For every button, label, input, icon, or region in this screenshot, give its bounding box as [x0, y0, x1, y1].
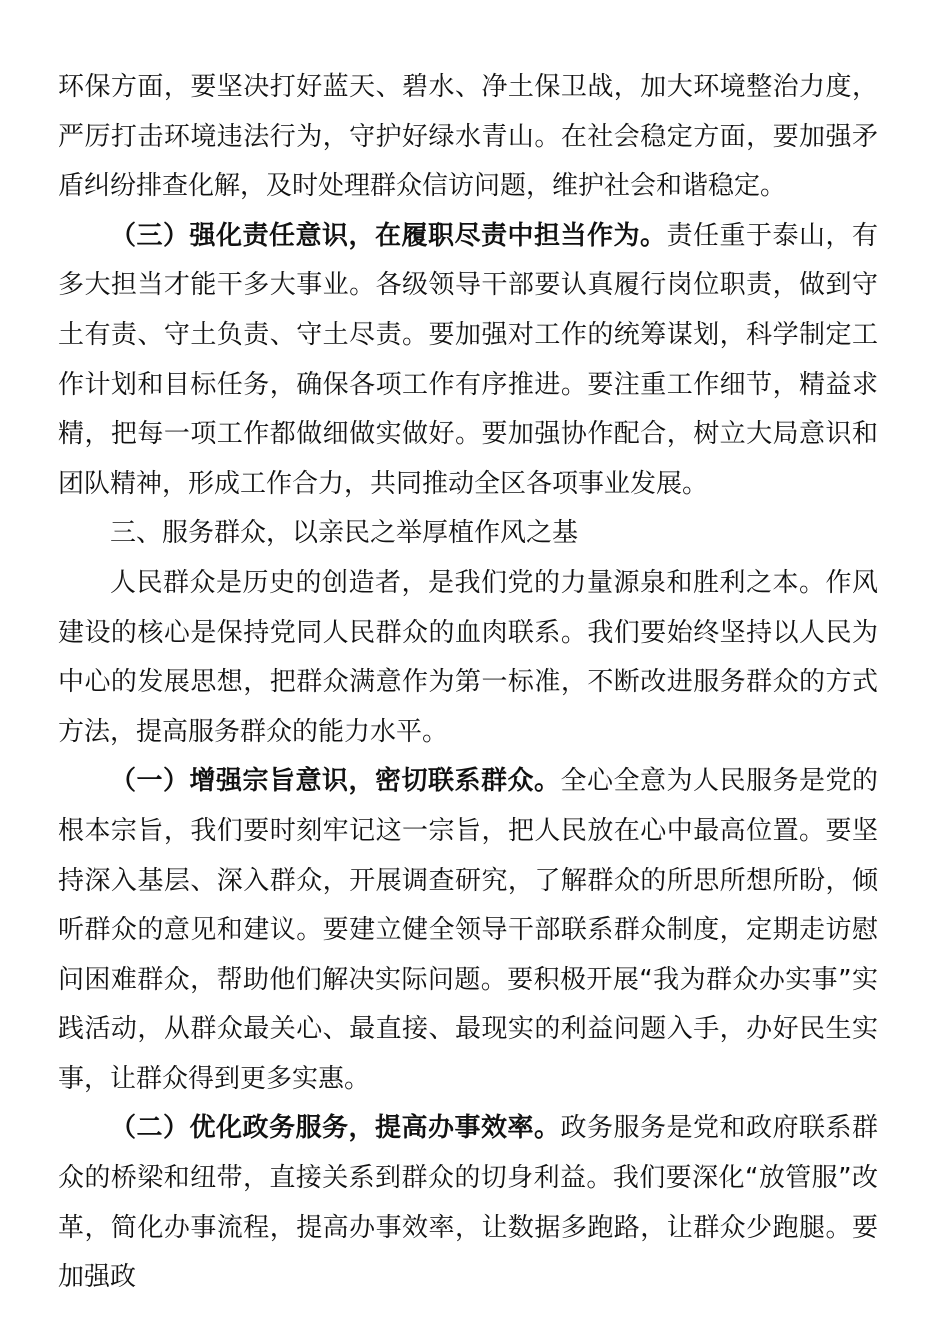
paragraph-government-services-body: 政务服务是党和政府联系群众的桥梁和纽带，直接关系到群众的切身利益。我们要深化“放管服”改革，简化办事流程，提高办事效率，让数据多跑路，让群众少跑腿。要加强政: [58, 1113, 878, 1293]
paragraph-environment-stability: 环保方面，要坚决打好蓝天、碧水、净土保卫战，加大环境整治力度，严厉打击环境违法行为，守护好绿水青山。在社会稳定方面，要加强矛盾纠纷排查化解，及时处理群众信访问题，维护社会和谐稳定。: [58, 72, 878, 202]
subheading-responsibility: （三）强化责任意识，在履职尽责中担当作为。: [110, 220, 667, 251]
section-title-serve-masses: 三、服务群众，以亲民之举厚植作风之基: [110, 518, 579, 549]
subheading-purpose-awareness: （一）增强宗旨意识，密切联系群众。: [110, 766, 561, 797]
paragraph-government-services: [58, 1104, 878, 1302]
paragraph-people-masses: 人民群众是历史的创造者，是我们党的力量源泉和胜利之本。作风建设的核心是保持党同人民群众的血肉联系。我们要始终坚持以人民为中心的发展思想，把群众满意作为第一标准，不断改进服务群众的方式方法，提高服务群众的能力水平。: [58, 567, 878, 747]
subheading-government-services: （二）优化政务服务，提高办事效率。: [110, 1113, 561, 1144]
paragraph-responsibility-body: 责任重于泰山，有多大担当才能干多大事业。各级领导干部要认真履行岗位职责，做到守土有责、守土负责、守土尽责。要加强对工作的统筹谋划，科学制定工作计划和目标任务，确保各项工作有序推进。要注重工作细节，精益求精，把每一项工作都做细做实做好。要加强协作配合，树立大局意识和团队精神，形成工作合力，共同推动全区各项事业发展。: [58, 220, 878, 499]
paragraph-responsibility: [58, 212, 878, 510]
document-body: [58, 63, 878, 1303]
paragraph-purpose-awareness: [58, 757, 878, 1104]
paragraph-purpose-awareness-body: 全心全意为人民服务是党的根本宗旨，我们要时刻牢记这一宗旨，把人民放在心中最高位置。要坚持深入基层、深入群众，开展调查研究，了解群众的所思所想所盼，倾听群众的意见和建议。要建立健全领导干部联系群众制度，定期走访慰问困难群众，帮助他们解决实际问题。要积极开展“我为群众办实事”实践活动，从群众最关心、最直接、最现实的利益问题入手，办好民生实事，让群众得到更多实惠。: [58, 766, 878, 1094]
